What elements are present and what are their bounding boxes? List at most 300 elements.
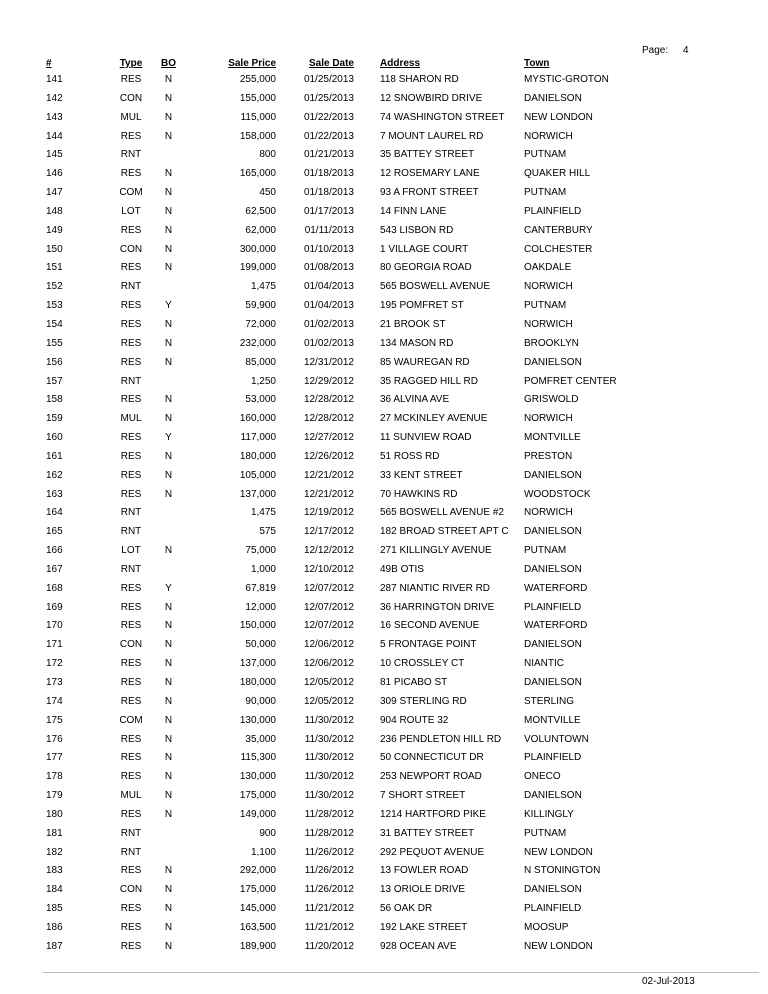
bo-flag: N bbox=[164, 92, 173, 104]
bo-flag: N bbox=[164, 808, 173, 820]
address: 27 MCKINLEY AVENUE bbox=[380, 413, 488, 425]
sale-price: 160,000 bbox=[239, 413, 276, 425]
town: PUTNAM bbox=[524, 545, 567, 557]
sale-date: 11/21/2012 bbox=[304, 903, 354, 915]
table-body bbox=[38, 71, 624, 957]
address: 565 BOSWELL AVENUE #2 bbox=[380, 507, 504, 519]
property-type: RNT bbox=[120, 563, 142, 575]
bo-flag bbox=[146, 825, 191, 844]
address: 118 SHARON RD bbox=[380, 74, 459, 85]
address: 11 SUNVIEW ROAD bbox=[380, 432, 472, 444]
sale-price: 292,000 bbox=[239, 865, 276, 877]
sale-price: 163,500 bbox=[239, 921, 276, 933]
table-row bbox=[38, 373, 624, 392]
table-row bbox=[38, 467, 624, 486]
table-row bbox=[38, 391, 624, 410]
row-number: 162 bbox=[46, 469, 63, 481]
bo-flag: N bbox=[164, 658, 173, 670]
town: DANIELSON bbox=[524, 884, 582, 896]
page-label: Page: bbox=[642, 45, 669, 56]
sale-date: 01/02/2013 bbox=[303, 318, 354, 330]
sale-price: 1,100 bbox=[250, 846, 276, 858]
table-row bbox=[38, 90, 624, 109]
sale-price: 130,000 bbox=[239, 714, 276, 726]
town: PUTNAM bbox=[524, 149, 567, 161]
sale-price: 155,000 bbox=[239, 92, 276, 104]
table-row bbox=[38, 674, 624, 693]
bo-flag: N bbox=[164, 243, 173, 255]
property-type: RNT bbox=[120, 375, 142, 387]
town: QUAKER HILL bbox=[524, 168, 591, 180]
property-type: MUL bbox=[120, 111, 142, 123]
address: 14 FINN LANE bbox=[380, 205, 447, 217]
town: DANIELSON bbox=[524, 790, 582, 802]
sale-price: 90,000 bbox=[245, 695, 276, 707]
bo-flag: Y bbox=[165, 300, 172, 312]
sale-price: 1,250 bbox=[250, 375, 276, 387]
address: 195 POMFRET ST bbox=[380, 300, 464, 312]
address: 12 ROSEMARY LANE bbox=[380, 168, 480, 180]
address: 33 KENT STREET bbox=[380, 469, 463, 481]
table-row bbox=[38, 222, 624, 241]
table-row bbox=[38, 486, 624, 505]
town: STERLING bbox=[524, 695, 575, 707]
bo-flag: N bbox=[164, 677, 173, 688]
sale-price: 199,000 bbox=[239, 262, 276, 274]
table-row bbox=[38, 844, 624, 863]
bo-flag: N bbox=[164, 168, 173, 180]
row-number: 141 bbox=[46, 74, 63, 85]
sale-date: 11/30/2012 bbox=[304, 752, 354, 764]
property-type: RES bbox=[120, 677, 142, 688]
town: COLCHESTER bbox=[524, 243, 593, 255]
page-number: 4 bbox=[683, 45, 689, 56]
sale-date: 11/30/2012 bbox=[304, 771, 354, 783]
property-type: CON bbox=[119, 884, 143, 896]
sale-date: 01/08/2013 bbox=[303, 262, 354, 274]
row-number: 160 bbox=[46, 432, 63, 444]
bo-flag: Y bbox=[165, 582, 172, 594]
property-type: RES bbox=[120, 921, 142, 933]
sale-date: 01/04/2013 bbox=[303, 300, 354, 312]
sale-date: 11/26/2012 bbox=[304, 865, 354, 877]
sale-price: 255,000 bbox=[239, 74, 276, 85]
sale-price: 150,000 bbox=[239, 620, 276, 632]
property-type: MUL bbox=[120, 790, 142, 802]
town: PLAINFIELD bbox=[524, 205, 582, 217]
sale-date: 01/25/2013 bbox=[303, 92, 354, 104]
row-number: 185 bbox=[46, 903, 63, 915]
property-type: RES bbox=[120, 733, 142, 745]
address: 56 OAK DR bbox=[380, 903, 433, 915]
table-row bbox=[38, 165, 624, 184]
address: 904 ROUTE 32 bbox=[380, 714, 449, 726]
sale-date: 11/20/2012 bbox=[304, 940, 354, 952]
row-number: 166 bbox=[46, 545, 63, 557]
table-row bbox=[38, 316, 624, 335]
address: 7 MOUNT LAUREL RD bbox=[380, 130, 484, 142]
sale-price: 1,475 bbox=[250, 281, 276, 293]
row-number: 168 bbox=[46, 582, 63, 594]
address: 51 ROSS RD bbox=[380, 450, 440, 462]
table-header-row bbox=[38, 57, 624, 71]
town: NORWICH bbox=[524, 130, 573, 142]
property-type: RES bbox=[120, 771, 142, 783]
sale-date: 12/06/2012 bbox=[303, 658, 354, 670]
table-row bbox=[38, 655, 624, 674]
row-number: 176 bbox=[46, 733, 63, 745]
row-number: 145 bbox=[46, 149, 63, 161]
row-number: 184 bbox=[46, 884, 63, 896]
address: 74 WASHINGTON STREET bbox=[380, 111, 505, 123]
column-header-sale-price: Sale Price bbox=[228, 58, 276, 69]
row-number: 167 bbox=[46, 563, 63, 575]
property-type: RES bbox=[120, 300, 142, 312]
town: DANIELSON bbox=[524, 677, 582, 688]
town: WATERFORD bbox=[524, 582, 588, 594]
table-row bbox=[38, 938, 624, 957]
sale-price: 232,000 bbox=[239, 337, 276, 349]
bo-flag: N bbox=[164, 356, 173, 368]
column-header-town: Town bbox=[524, 58, 550, 69]
bo-flag: Y bbox=[165, 432, 172, 444]
bo-flag bbox=[146, 504, 191, 523]
table-row bbox=[38, 599, 624, 618]
sale-date: 01/02/2013 bbox=[303, 337, 354, 349]
town: PLAINFIELD bbox=[524, 903, 582, 915]
town: OAKDALE bbox=[524, 262, 572, 274]
town: MOOSUP bbox=[524, 921, 569, 933]
table-row bbox=[38, 128, 624, 147]
property-type: RES bbox=[120, 808, 142, 820]
bo-flag: N bbox=[164, 714, 173, 726]
bo-flag bbox=[146, 844, 191, 863]
address: 21 BROOK ST bbox=[380, 318, 446, 330]
sale-price: 900 bbox=[259, 827, 276, 839]
address: 13 ORIOLE DRIVE bbox=[380, 884, 466, 896]
table-row bbox=[38, 241, 624, 260]
sale-date: 12/05/2012 bbox=[303, 695, 354, 707]
sale-date: 01/11/2013 bbox=[304, 224, 354, 236]
town: KILLINGLY bbox=[524, 808, 574, 820]
sale-date: 12/26/2012 bbox=[303, 450, 354, 462]
table-row bbox=[38, 410, 624, 429]
town: DANIELSON bbox=[524, 356, 582, 368]
sale-date: 11/21/2012 bbox=[304, 921, 354, 933]
bo-flag: N bbox=[164, 903, 173, 915]
sale-date: 01/18/2013 bbox=[303, 187, 354, 199]
table-row bbox=[38, 146, 624, 165]
town: DANIELSON bbox=[524, 92, 582, 104]
sale-date: 01/18/2013 bbox=[303, 168, 354, 180]
column-header-number: # bbox=[46, 58, 52, 69]
address: 93 A FRONT STREET bbox=[380, 187, 479, 199]
row-number: 169 bbox=[46, 601, 63, 613]
property-type: RES bbox=[120, 262, 142, 274]
address: 7 SHORT STREET bbox=[380, 790, 466, 802]
property-type: CON bbox=[119, 639, 143, 651]
bo-flag: N bbox=[164, 394, 173, 406]
address: 16 SECOND AVENUE bbox=[380, 620, 480, 632]
row-number: 179 bbox=[46, 790, 63, 802]
table-row bbox=[38, 335, 624, 354]
sale-price: 62,000 bbox=[245, 224, 276, 236]
town: PLAINFIELD bbox=[524, 752, 582, 764]
sale-price: 85,000 bbox=[245, 356, 276, 368]
column-header-bo: BO bbox=[161, 58, 176, 69]
property-type: RNT bbox=[120, 846, 142, 858]
property-type: RES bbox=[120, 168, 142, 180]
row-number: 152 bbox=[46, 281, 63, 293]
address: 271 KILLINGLY AVENUE bbox=[380, 545, 492, 557]
bo-flag: N bbox=[164, 205, 173, 217]
town: MONTVILLE bbox=[524, 432, 581, 444]
table-row bbox=[38, 580, 624, 599]
bo-flag: N bbox=[164, 74, 173, 85]
table-row bbox=[38, 617, 624, 636]
sale-price: 67,819 bbox=[245, 582, 276, 594]
sale-price: 175,000 bbox=[239, 884, 276, 896]
row-number: 174 bbox=[46, 695, 63, 707]
property-type: RES bbox=[120, 695, 142, 707]
sale-price: 12,000 bbox=[245, 601, 276, 613]
address: 543 LISBON RD bbox=[380, 224, 454, 236]
bo-flag: N bbox=[164, 111, 173, 123]
sale-price: 180,000 bbox=[239, 450, 276, 462]
row-number: 178 bbox=[46, 771, 63, 783]
address: 81 PICABO ST bbox=[380, 677, 448, 688]
sale-date: 12/28/2012 bbox=[303, 394, 354, 406]
property-type: LOT bbox=[121, 545, 141, 557]
sale-date: 01/10/2013 bbox=[303, 243, 354, 255]
address: 134 MASON RD bbox=[380, 337, 454, 349]
town: PUTNAM bbox=[524, 187, 567, 199]
property-type: RES bbox=[120, 865, 142, 877]
town: NIANTIC bbox=[524, 658, 564, 670]
sale-date: 12/05/2012 bbox=[303, 677, 354, 688]
sale-price: 115,300 bbox=[240, 752, 276, 764]
address: 309 STERLING RD bbox=[380, 695, 467, 707]
town: VOLUNTOWN bbox=[524, 733, 589, 745]
sale-date: 01/04/2013 bbox=[303, 281, 354, 293]
property-type: CON bbox=[119, 243, 143, 255]
bo-flag: N bbox=[164, 695, 173, 707]
sale-date: 11/28/2012 bbox=[304, 808, 354, 820]
address: 31 BATTEY STREET bbox=[380, 827, 475, 839]
row-number: 154 bbox=[46, 318, 63, 330]
row-number: 172 bbox=[46, 658, 63, 670]
address: 236 PENDLETON HILL RD bbox=[380, 733, 502, 745]
address: 253 NEWPORT ROAD bbox=[380, 771, 482, 783]
bo-flag bbox=[146, 373, 191, 392]
row-number: 147 bbox=[46, 187, 63, 199]
address: 13 FOWLER ROAD bbox=[380, 865, 469, 877]
footer-divider bbox=[43, 972, 759, 973]
column-header-type: Type bbox=[119, 58, 143, 69]
sale-date: 01/21/2013 bbox=[303, 149, 354, 161]
property-type: RES bbox=[120, 337, 142, 349]
address: 1214 HARTFORD PIKE bbox=[380, 808, 486, 820]
address: 292 PEQUOT AVENUE bbox=[380, 846, 485, 858]
bo-flag: N bbox=[164, 639, 173, 651]
town: POMFRET CENTER bbox=[524, 375, 617, 387]
sale-price: 137,000 bbox=[239, 658, 276, 670]
property-type: RNT bbox=[120, 827, 142, 839]
row-number: 163 bbox=[46, 488, 63, 500]
address: 12 SNOWBIRD DRIVE bbox=[380, 92, 483, 104]
property-type: CON bbox=[119, 92, 143, 104]
row-number: 182 bbox=[46, 846, 63, 858]
bo-flag: N bbox=[164, 865, 173, 877]
bo-flag: N bbox=[164, 488, 173, 500]
sale-date: 11/28/2012 bbox=[304, 827, 354, 839]
property-type: RES bbox=[120, 903, 142, 915]
address: 565 BOSWELL AVENUE bbox=[380, 281, 491, 293]
sale-date: 11/26/2012 bbox=[304, 884, 354, 896]
bo-flag: N bbox=[164, 601, 173, 613]
row-number: 151 bbox=[46, 262, 63, 274]
sale-price: 50,000 bbox=[245, 639, 276, 651]
property-type: RES bbox=[120, 620, 142, 632]
row-number: 146 bbox=[46, 168, 63, 180]
property-type: RES bbox=[120, 394, 142, 406]
address: 1 VILLAGE COURT bbox=[380, 243, 469, 255]
town: N STONINGTON bbox=[524, 865, 601, 877]
town: PRESTON bbox=[524, 450, 573, 462]
sale-date: 12/19/2012 bbox=[303, 507, 354, 519]
property-type: RES bbox=[120, 432, 142, 444]
row-number: 165 bbox=[46, 526, 63, 538]
bo-flag bbox=[146, 146, 191, 165]
bo-flag bbox=[146, 278, 191, 297]
sale-date: 01/22/2013 bbox=[303, 111, 354, 123]
table-row bbox=[38, 109, 624, 128]
sale-price: 53,000 bbox=[245, 394, 276, 406]
sale-date: 12/07/2012 bbox=[303, 620, 354, 632]
row-number: 183 bbox=[46, 865, 63, 877]
bo-flag: N bbox=[164, 545, 173, 557]
sales-table bbox=[38, 57, 624, 957]
town: NEW LONDON bbox=[524, 846, 593, 858]
row-number: 170 bbox=[46, 620, 63, 632]
table-row bbox=[38, 429, 624, 448]
sale-price: 800 bbox=[259, 149, 276, 161]
town: NORWICH bbox=[524, 413, 573, 425]
table-row bbox=[38, 749, 624, 768]
bo-flag: N bbox=[164, 262, 173, 274]
town: PUTNAM bbox=[524, 300, 567, 312]
table-row bbox=[38, 712, 624, 731]
row-number: 149 bbox=[46, 224, 63, 236]
address: 36 HARRINGTON DRIVE bbox=[380, 601, 495, 613]
property-type: RES bbox=[120, 130, 142, 142]
address: 928 OCEAN AVE bbox=[380, 940, 457, 952]
table-row bbox=[38, 806, 624, 825]
sale-price: 137,000 bbox=[239, 488, 276, 500]
sale-price: 105,000 bbox=[239, 469, 276, 481]
sale-date: 12/28/2012 bbox=[303, 413, 354, 425]
sale-date: 12/17/2012 bbox=[303, 526, 354, 538]
table-row bbox=[38, 900, 624, 919]
row-number: 173 bbox=[46, 677, 63, 688]
bo-flag: N bbox=[164, 733, 173, 745]
bo-flag: N bbox=[164, 790, 173, 802]
sale-price: 72,000 bbox=[245, 318, 276, 330]
column-header-sale-date: Sale Date bbox=[308, 58, 354, 69]
property-type: LOT bbox=[121, 205, 141, 217]
bo-flag: N bbox=[164, 224, 173, 236]
bo-flag: N bbox=[164, 337, 173, 349]
row-number: 148 bbox=[46, 205, 63, 217]
bo-flag: N bbox=[164, 450, 173, 462]
sale-date: 11/30/2012 bbox=[304, 790, 354, 802]
property-type: RNT bbox=[120, 507, 142, 519]
sale-price: 130,000 bbox=[239, 771, 276, 783]
property-type: RNT bbox=[120, 149, 142, 161]
property-type: RES bbox=[120, 450, 142, 462]
town: WATERFORD bbox=[524, 620, 588, 632]
address: 182 BROAD STREET APT C bbox=[380, 526, 509, 538]
address: 36 ALVINA AVE bbox=[380, 394, 450, 406]
address: 287 NIANTIC RIVER RD bbox=[380, 582, 491, 594]
bo-flag: N bbox=[164, 940, 173, 952]
row-number: 161 bbox=[46, 450, 63, 462]
table-row bbox=[38, 731, 624, 750]
town: GRISWOLD bbox=[524, 394, 579, 406]
town: MYSTIC-GROTON bbox=[524, 74, 609, 85]
sale-price: 189,900 bbox=[239, 940, 276, 952]
sale-price: 115,000 bbox=[240, 111, 276, 123]
table-row bbox=[38, 862, 624, 881]
sale-date: 12/06/2012 bbox=[303, 639, 354, 651]
sale-price: 1,475 bbox=[250, 507, 276, 519]
property-type: RES bbox=[120, 940, 142, 952]
sale-date: 12/27/2012 bbox=[303, 432, 354, 444]
row-number: 156 bbox=[46, 356, 63, 368]
row-number: 177 bbox=[46, 752, 63, 764]
table-row bbox=[38, 768, 624, 787]
bo-flag: N bbox=[164, 469, 173, 481]
sale-price: 145,000 bbox=[239, 903, 276, 915]
row-number: 143 bbox=[46, 111, 63, 123]
table-row bbox=[38, 259, 624, 278]
town: DANIELSON bbox=[524, 469, 582, 481]
sale-price: 1,000 bbox=[250, 563, 276, 575]
town: PUTNAM bbox=[524, 827, 567, 839]
property-type: RES bbox=[120, 658, 142, 670]
sale-date: 12/07/2012 bbox=[303, 582, 354, 594]
sale-price: 62,500 bbox=[245, 205, 276, 217]
row-number: 187 bbox=[46, 940, 63, 952]
table-row bbox=[38, 881, 624, 900]
column-header-address: Address bbox=[380, 58, 421, 69]
row-number: 142 bbox=[46, 92, 63, 104]
table-row bbox=[38, 636, 624, 655]
row-number: 153 bbox=[46, 300, 63, 312]
bo-flag: N bbox=[164, 752, 173, 764]
bo-flag: N bbox=[164, 884, 173, 896]
sale-price: 59,900 bbox=[245, 300, 276, 312]
bo-flag: N bbox=[164, 413, 173, 425]
sale-date: 12/29/2012 bbox=[303, 375, 354, 387]
town: NORWICH bbox=[524, 281, 573, 293]
table-row bbox=[38, 542, 624, 561]
sale-price: 180,000 bbox=[239, 677, 276, 688]
bo-flag: N bbox=[164, 771, 173, 783]
property-type: RNT bbox=[120, 526, 142, 538]
row-number: 155 bbox=[46, 337, 63, 349]
property-type: RES bbox=[120, 318, 142, 330]
